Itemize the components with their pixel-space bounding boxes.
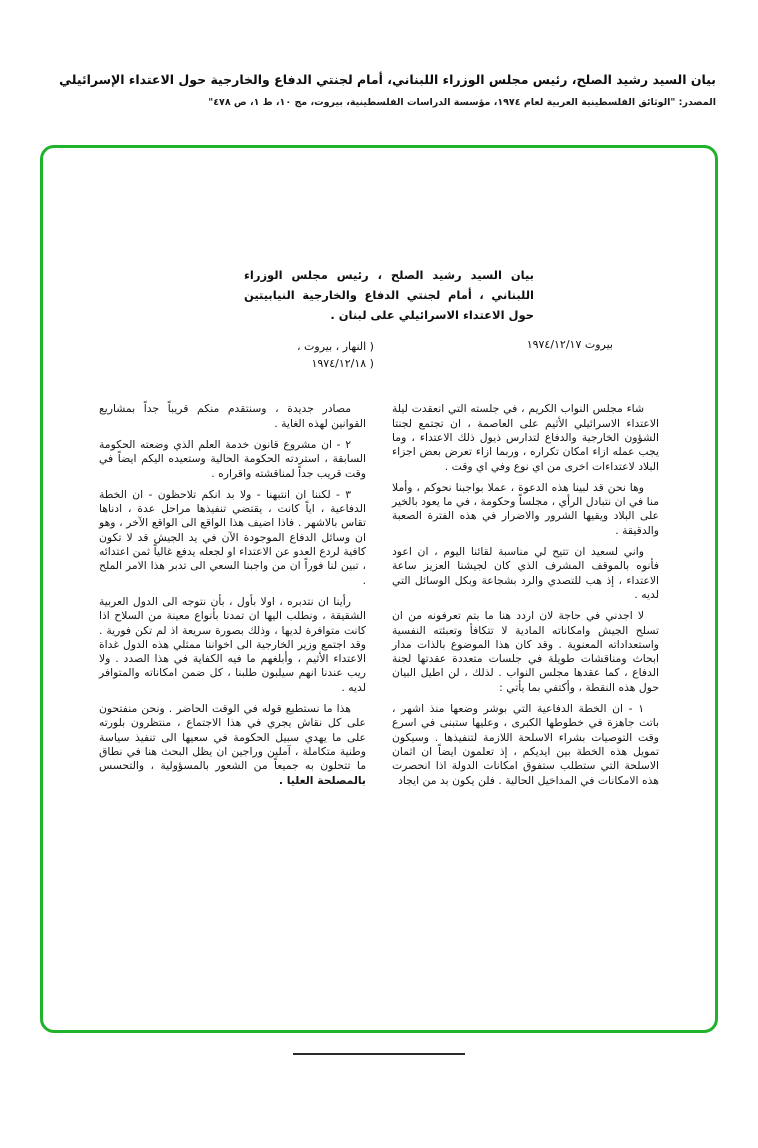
scanned-document — [43, 266, 715, 1148]
dateline-publication-line2: ( ١٩٧٤/١٢/١٨ — [311, 357, 374, 371]
paragraph: لا اجدني في حاجة لان اردد هنا ما بتم تعرفونه من ان تسلح الجيش وامكاناته المادية لا تتكافأ وتعبئته النفسية واستعداداته المعنوية . وقد كان هذا الموضوع بالذات مدار ابحاث ومناقشات طويلة في جلسات متعددة عقدتها لجنة الدفاع ، كما عقدها مجلس النواب . لذلك ، لن اطيل البيان حول هذه النقطة ، وأكتفي بما يأتي : — [392, 609, 659, 694]
paragraph: واني لسعيد ان تتيح لي مناسبة لقائنا اليوم ، ان اعود فأنوه بالموقف المشرف الذي كان لجيشنا العزيز ساعة الاعتداء ، إذ هب للتصدي والرد بشجاعة وبكل الوسائل التي لديه . — [392, 545, 659, 601]
page-title: بيان السيد رشيد الصلح، رئيس مجلس الوزراء اللبناني، أمام لجنتي الدفاع والخارجية حول الاعتداء الإسرائيلي — [59, 72, 716, 87]
document-scan-frame — [40, 145, 718, 1033]
column-right — [392, 402, 659, 794]
paragraph-text: هذا ما نستطيع قوله في الوقت الحاضر . ونحن منفتحون على كل نقاش يجري في هذا الاجتماع ، منتظرون بلورته على ما يهدي سبيل الحكومة في سعيها الى تنفيذ سياسة وطنية متكاملة ، آملين وراجين ان يظل البحث هنا في نطاق ما تتحلون به جميعاً من الشعور بالمسؤولية ، والتحسس — [99, 702, 366, 773]
paragraph: شاء مجلس النواب الكريم ، في جلسته التي انعقدت ليلة الاعتداء الاسرائيلي الأثيم على العاصمة ، ان تجتمع لجنتا الشؤون الخارجية والدفاع لتدارس ذيول ذلك الاعتداء ، وما يجب عمله ازاء امكان تكراره ، وربما ازاء تعرض بعض اجزاء البلاد لاعتداءات اخرى من اي نوع وفي اي وقت . — [392, 402, 659, 473]
closing-phrase: بالمصلحة العليا . — [278, 773, 366, 787]
paragraph: مصادر جديدة ، وسنتقدم منكم قريباً جداً بمشاريع القوانين لهذه الغاية . — [99, 402, 366, 430]
paragraph: ٣ - لكننا ان انتبهنا - ولا بد انكم تلاحظون - ان الخطة الدفاعية ، اياً كانت ، يقتضي تنفيذها مراحل عدة ، ادناها تقاس بالاشهر . فاذا اضيف هذا الواقع الى الواقع الآخر ، وهو ان وسائل الدفاع الموجودة الآن في يد الجيش قد لا تكون كافية لردع العدو عن الاعتداء او لجعله يدفع غالياً ثمن اعتدائه ، تبين لنا فوراً ان من واجبنا السعي الى تدبر هذا الامر الملح . — [99, 487, 366, 587]
document-heading: بيان السيد رشيد الصلح ، رئيس مجلس الوزراء اللبناني ، أمام لجنتي الدفاع والخارجية النيابيتين حول الاعتداء الاسرائيلي على لبنان . — [244, 268, 534, 322]
source-citation: المصدر: "الوثائق الفلسطينية العربية لعام ١٩٧٤، مؤسسة الدراسات الفلسطينية، بيروت، مج ١٠، ط ١، ص ٤٧٨" — [208, 97, 716, 108]
paragraph: ١ - ان الخطة الدفاعية التي بوشر وضعها منذ اشهر ، باتت جاهزة في خطوطها الكبرى ، وعليها ستبنى في اسرع وقت التوصيات بشراء الاسلحة اللازمة لتنفيذها . وسيكون تمويل هذه الخطة بين ايديكم ، إذ تعلمون ايضاً ان اثمان الاسلحة التي ستطلب ستفوق امكانات الدولة اذا انحصرت هذه الامكانات في المداخيل الحالية . فلن يكون بد من ايجاد — [392, 702, 659, 787]
bottom-divider — [293, 1053, 465, 1055]
page-header — [42, 72, 716, 108]
dateline-publication — [297, 338, 374, 372]
paragraph: ٢ - ان مشروع قانون خدمة العلم الذي وضعته الحكومة السابقة ، استردته الحكومة الحالية وستعيده اليكم ايضاً في وقت قريب جداً لمناقشته واقراره . — [99, 437, 366, 480]
dateline-city-date: بيروت ١٩٧٤/١٢/١٧ — [526, 338, 613, 352]
column-left — [99, 402, 366, 794]
paragraph: رأينا ان نتدبره ، اولا بأول ، بأن نتوجه الى الدول العربية الشقيقة ، ونطلب اليها ان تمدنا بأنواع معينة من السلاح اذا كانت متوافرة لديها ، وذلك بصورة سريعة اذ لم تكن فورية . وقد اجتمع وزير الخارجية الى اخواننا ممثلي هذه الدول غداة الاعتداء الأثيم ، وأبلغهم ما فيه الكفاية في هذا الصدد . ولا ريب عندنا انهم سيلبون طلبنا ، كل ضمن امكاناته والمتوافر لديه . — [99, 594, 366, 694]
paragraph: وها نحن قد لبينا هذه الدعوة ، عملا بواجبنا نحوكم ، وأملا منا في ان نتبادل الرأي ، مجلساً وحكومة ، في ما يعود بالخير على البلاد ويقيها الشرور والاضرار في هذه الفترة الصعبة والدقيقة . — [392, 480, 659, 537]
text-columns — [99, 402, 659, 794]
paragraph — [99, 702, 366, 788]
dateline-publication-line1: ( النهار ، بيروت ، — [297, 340, 374, 354]
dateline-row — [99, 338, 659, 372]
